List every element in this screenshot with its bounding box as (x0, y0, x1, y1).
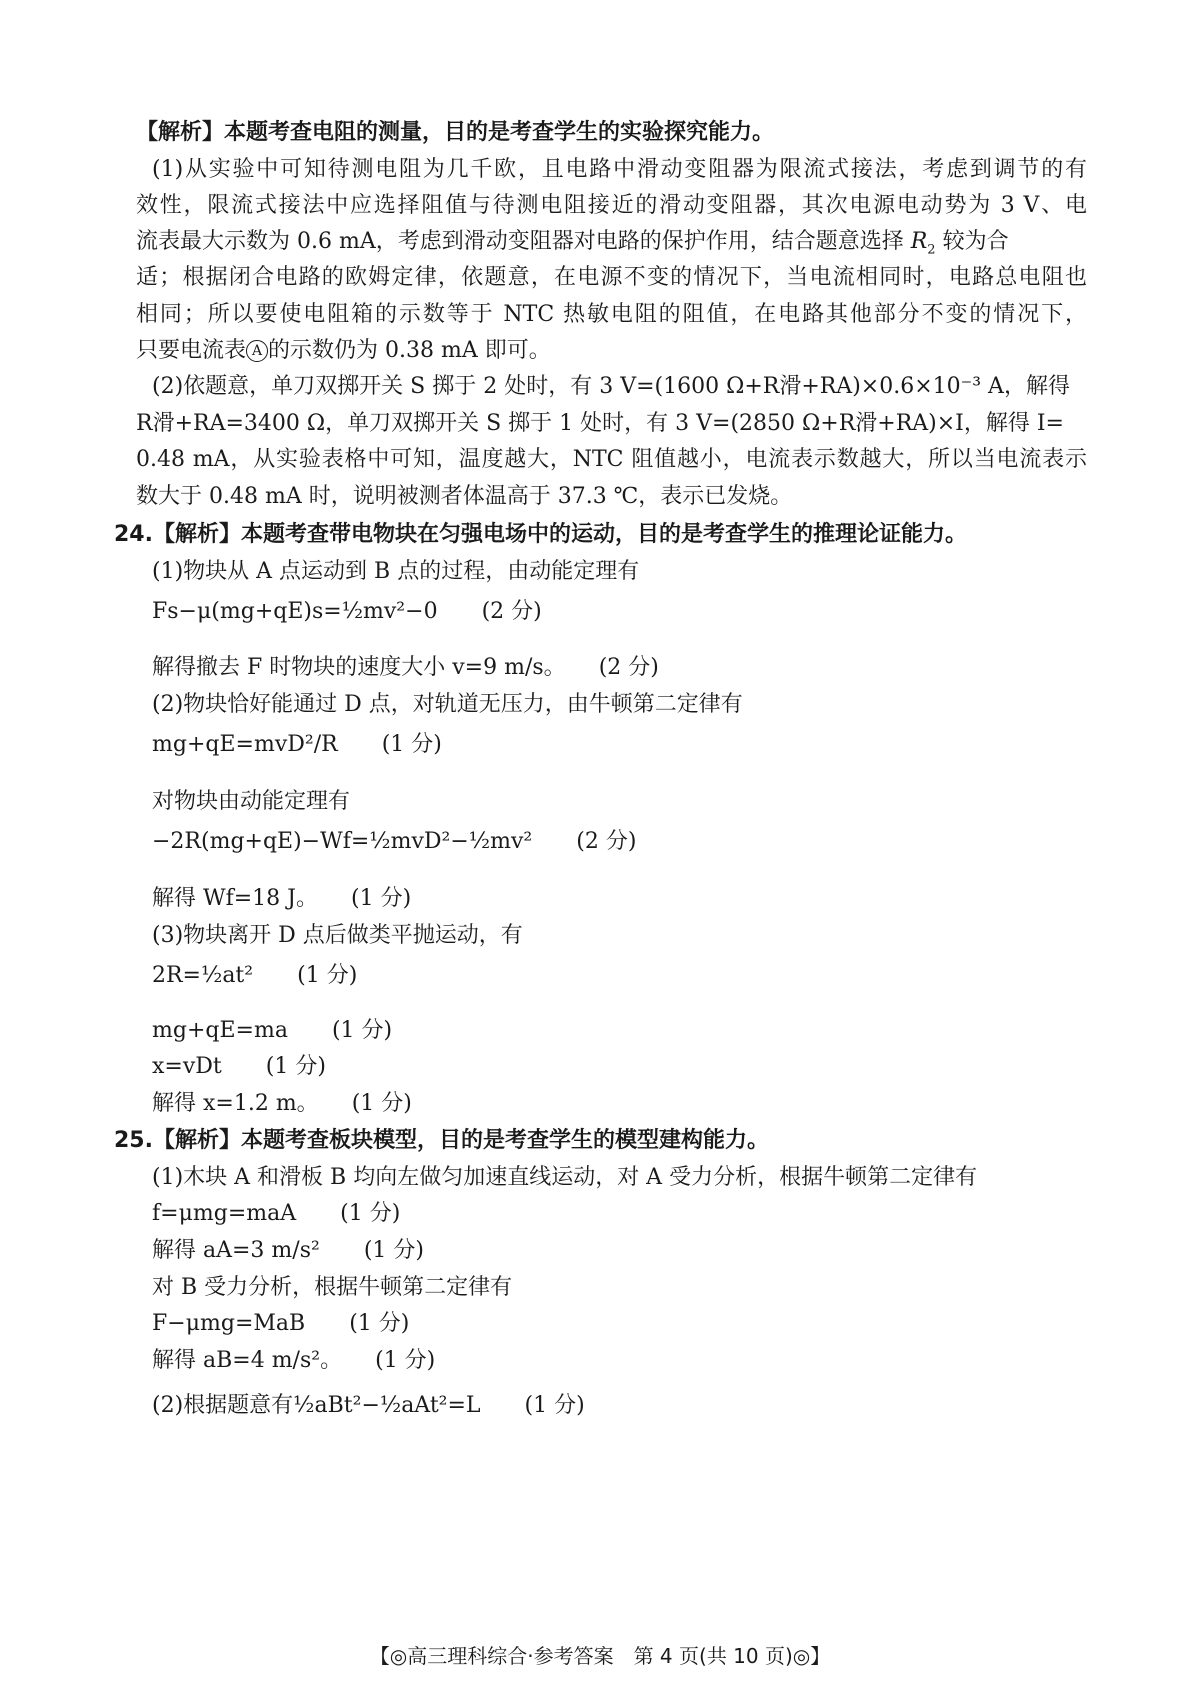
s24-eq5: mg+qE=ma (1 分) (152, 1018, 393, 1043)
s23-line-8: R滑+RA=3400 Ω，单刀双掷开关 S 掷于 1 处时，有 3 V=(2850 Ω+R滑+RA)×I，解得 I= (136, 411, 1064, 436)
s24-eq2: mg+qE=mvD²/R (1 分) (152, 732, 442, 757)
s25-b-analysis: 对 B 受力分析，根据牛顿第二定律有 (152, 1275, 513, 1300)
s23-line-7: (2)依题意，单刀双掷开关 S 掷于 2 处时，有 3 V=(1600 Ω+R滑+RA)×0.6×10⁻³ A，解得 (152, 374, 1070, 399)
s24-part1: (1)物块从 A 点运动到 B 点的过程，由动能定理有 (152, 559, 640, 584)
s24-result1: 解得撤去 F 时物块的速度大小 v=9 m/s。 (2 分) (152, 655, 659, 680)
s23-line-3: 流表最大示数为 0.6 mA，考虑到滑动变阻器对电路的保护作用，结合题意选择 $R_2$ 较为合 (136, 229, 1009, 258)
s24-eq1: Fs−μ(mg+qE)s=½mv²−0 (2 分) (152, 599, 542, 624)
s25-result2: 解得 aB=4 m/s²。 (1 分) (152, 1348, 436, 1373)
s23-line-9: 0.48 mA，从实验表格中可知，温度越大，NTC 阻值越小，电流表示数越大，所以当电流表示 (136, 447, 1087, 472)
s24-eq6: x=vDt (1 分) (152, 1054, 326, 1079)
ammeter-symbol: A (246, 340, 268, 362)
s25-part1: (1)木块 A 和滑板 B 均向左做匀加速直线运动，对 A 受力分析，根据牛顿第二定律有 (152, 1165, 978, 1190)
s24-energy-intro: 对物块由动能定理有 (152, 789, 351, 814)
s23-line-6: 只要电流表 A 的示数仍为 0.38 mA 即可。 (136, 338, 551, 363)
s24-eq3: −2R(mg+qE)−Wf=½mvD²−½mv² (2 分) (152, 829, 637, 854)
page-footer: 【◎高三理科综合·参考答案 第 4 页(共 10 页)◎】 (369, 1644, 831, 1668)
s24-result2: 解得 Wf=18 J。 (1 分) (152, 886, 412, 911)
s23-line-2: 效性，限流式接法中应选择阻值与待测电阻接近的滑动变阻器，其次电源电动势为 3 V、电 (136, 193, 1087, 218)
s25-eq1: f=μmg=maA (1 分) (152, 1201, 401, 1226)
s23-line-4: 适；根据闭合电路的欧姆定律，依题意，在电源不变的情况下，当电流相同时，电路总电阻也 (136, 265, 1087, 290)
section25-heading: 25.【解析】本题考查板块模型，目的是考查学生的模型建构能力。 (114, 1128, 769, 1153)
s24-part3: (3)物块离开 D 点后做类平抛运动，有 (152, 923, 523, 948)
s24-eq4: 2R=½at² (1 分) (152, 963, 358, 988)
s25-part2: (2)根据题意有½aBt²−½aAt²=L (1 分) (152, 1393, 585, 1418)
section23-heading: 【解析】本题考查电阻的测量，目的是考查学生的实验探究能力。 (136, 120, 775, 145)
s23-line-1: (1)从实验中可知待测电阻为几千欧，且电路中滑动变阻器为限流式接法，考虑到调节的有 (152, 157, 1087, 182)
s24-result3: 解得 x=1.2 m。 (1 分) (152, 1091, 412, 1116)
s24-part2: (2)物块恰好能通过 D 点，对轨道无压力，由牛顿第二定律有 (152, 692, 743, 717)
s25-eq2: F−μmg=MaB (1 分) (152, 1311, 410, 1336)
s23-line-10: 数大于 0.48 mA 时，说明被测者体温高于 37.3 ℃，表示已发烧。 (136, 484, 793, 509)
s25-result1: 解得 aA=3 m/s² (1 分) (152, 1238, 424, 1263)
s23-line-5: 相同；所以要使电阻箱的示数等于 NTC 热敏电阻的阻值，在电路其他部分不变的情况下， (136, 302, 1087, 327)
section24-heading: 24.【解析】本题考查带电物块在匀强电场中的运动，目的是考查学生的推理论证能力。 (114, 522, 967, 547)
